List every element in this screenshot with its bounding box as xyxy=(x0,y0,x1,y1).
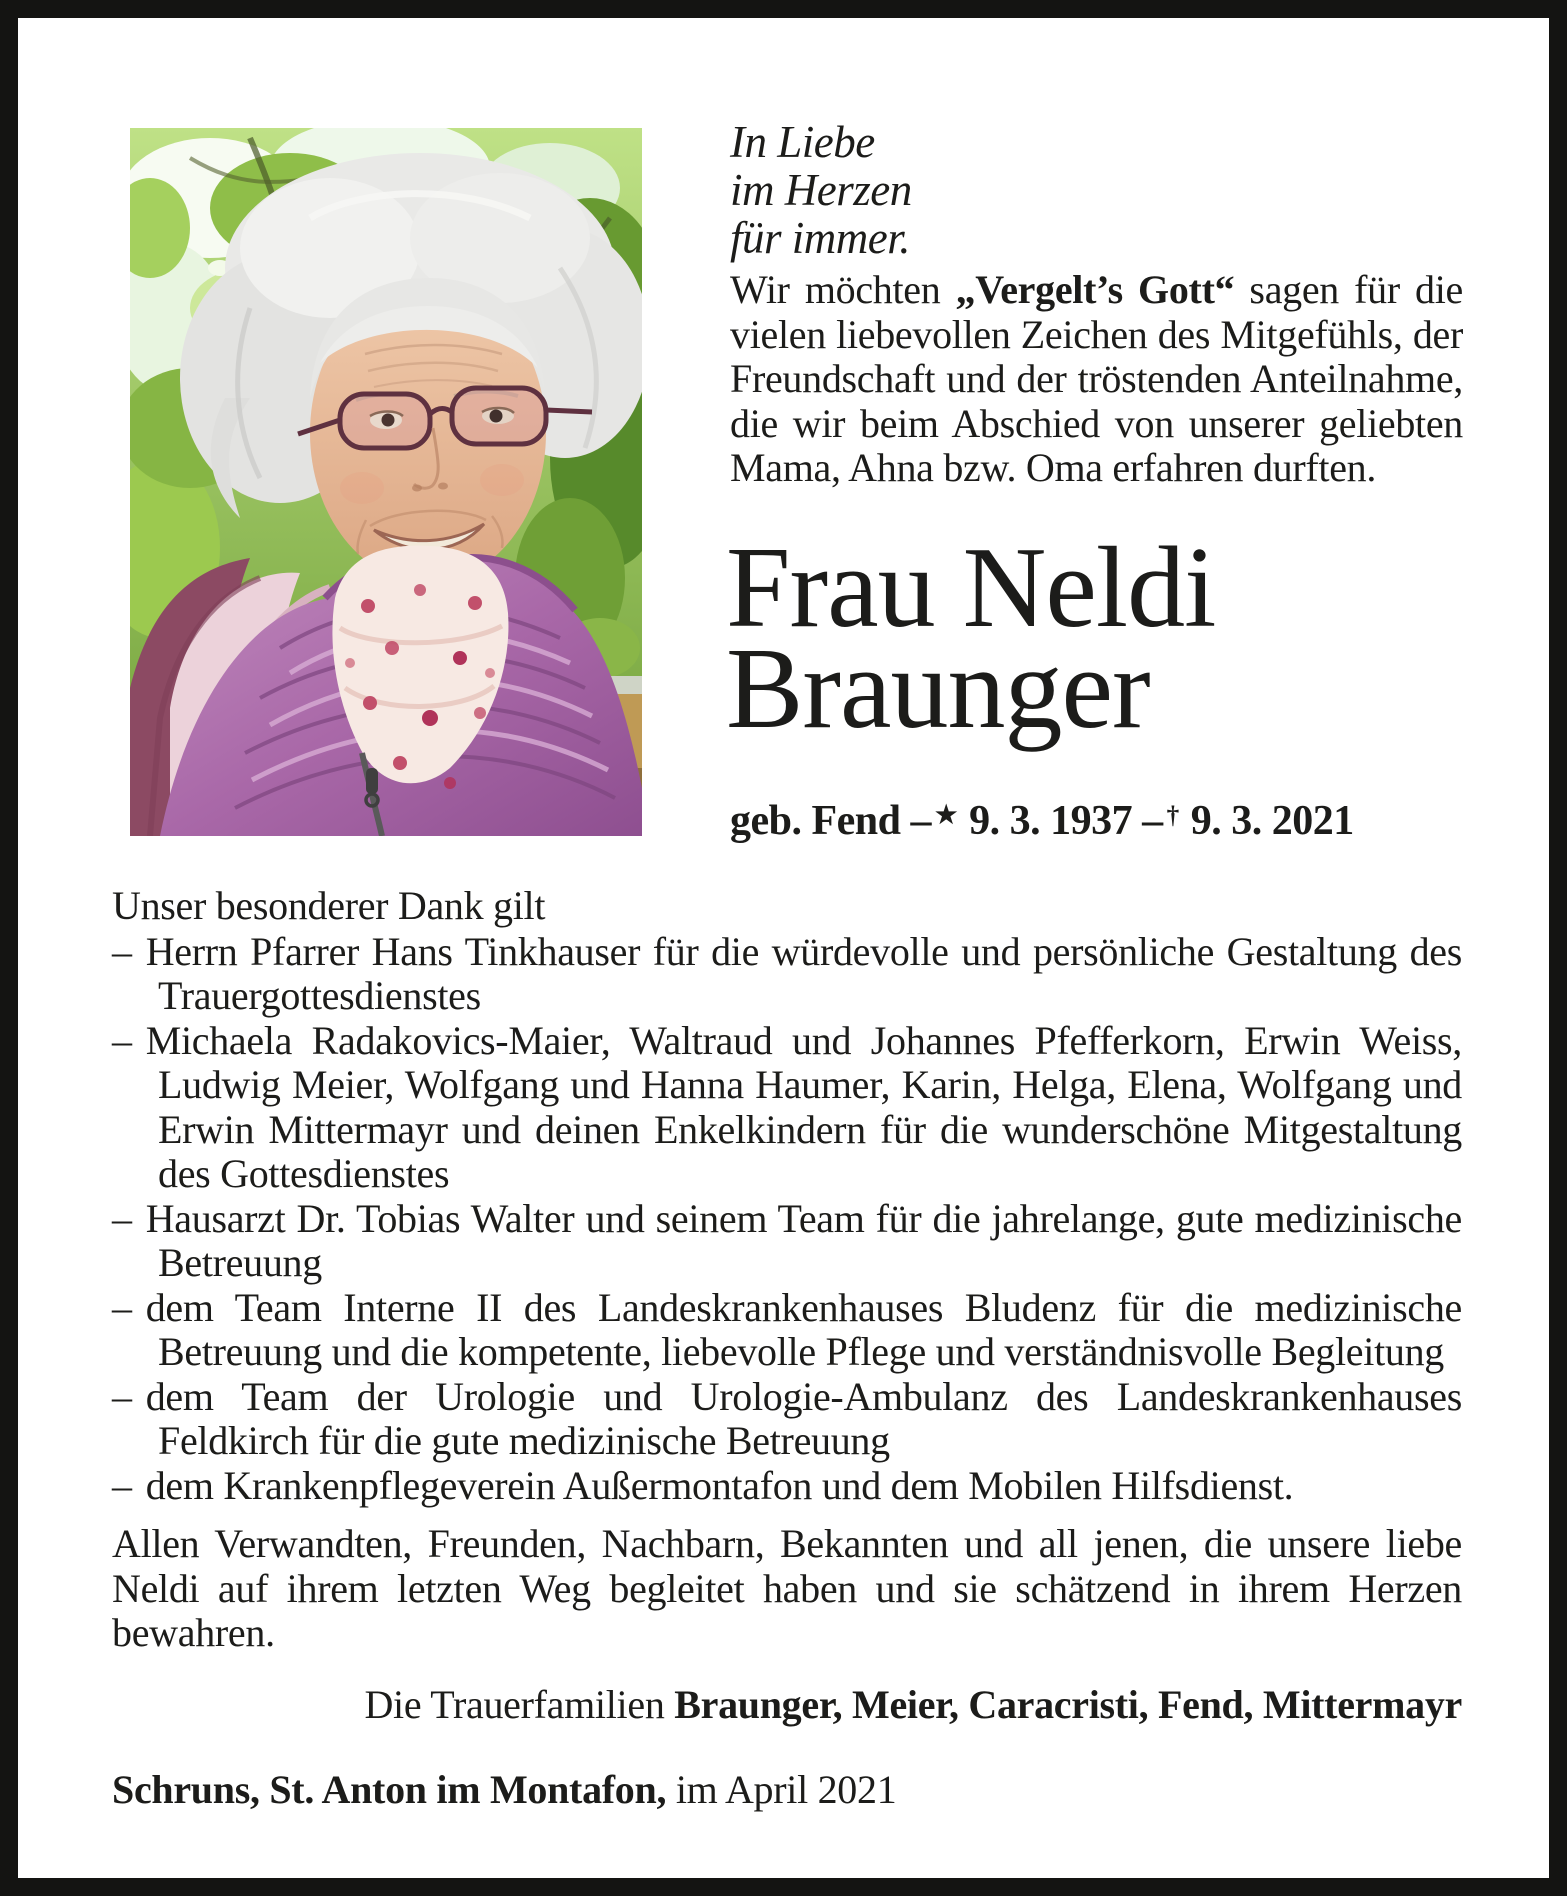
portrait-photo xyxy=(130,128,642,836)
birth-star-icon: ★ xyxy=(935,802,958,830)
death-cross-icon: † xyxy=(1166,802,1179,830)
deceased-name-line1: Frau Neldi xyxy=(726,524,1216,652)
thanks-item xyxy=(112,1019,1462,1197)
intro-paragraph xyxy=(730,268,1463,491)
deceased-name xyxy=(726,524,1216,753)
thanks-item-text: Michaela Radakovics-Maier, Waltraud und Johannes Pfefferkorn, Erwin Weiss, Ludwig Meier, Wolfgang und Hanna Haumer, Karin, Helga, Elena, Wolfgang und Erwin Mittermayr und deinen Enkelkindern für die wunderschöne Mitgestaltung des Gottesdienstes xyxy=(145,1017,1462,1196)
body-text xyxy=(112,884,1462,1813)
families-names: Braunger, Meier, Caracristi, Fend, Mittermayr xyxy=(674,1681,1462,1727)
thanks-item-text: dem Team Interne II des Landeskrankenhauses Bludenz für die medizinische Betreuung und die kompetente, liebevolle Pflege und verständnisvolle Begleitung xyxy=(145,1284,1462,1374)
life-dates xyxy=(730,797,1354,845)
mourning-families-line xyxy=(112,1683,1462,1728)
dash-marker: – xyxy=(112,1373,132,1419)
epigraph-line: im Herzen xyxy=(730,165,912,215)
epigraph xyxy=(730,118,912,262)
maiden-name: geb. Fend – xyxy=(730,798,932,844)
families-prefix: Die Trauerfamilien xyxy=(364,1681,675,1727)
thanks-item-text: dem Team der Urologie und Urologie-Ambulanz des Landeskrankenhauses Feldkirch für die gute medizinische Betreuung xyxy=(145,1373,1462,1463)
intro-highlight: „Vergelt’s Gott“ xyxy=(955,267,1235,312)
thanks-item-text: Herrn Pfarrer Hans Tinkhauser für die würdevolle und persönliche Gestaltung des Trauergottesdienstes xyxy=(145,928,1462,1018)
notice-date: im April 2021 xyxy=(666,1767,897,1812)
thanks-item xyxy=(112,1286,1462,1375)
dash-marker: – xyxy=(112,928,132,974)
deceased-name-line2: Braunger xyxy=(726,625,1150,753)
thanks-intro: Unser besonderer Dank gilt xyxy=(112,883,546,928)
thanks-item-text: Hausarzt Dr. Tobias Walter und seinem Team für die jahrelange, gute medizinische Betreuung xyxy=(145,1195,1462,1285)
dash-marker: – xyxy=(112,1195,132,1241)
place-date-line xyxy=(112,1768,1462,1813)
dash-marker: – xyxy=(112,1017,132,1063)
places: Schruns, St. Anton im Montafon, xyxy=(112,1767,667,1812)
death-date: 9. 3. 2021 xyxy=(1190,798,1354,844)
thanks-item xyxy=(112,1464,1462,1509)
thanks-item-text: dem Krankenpflegeverein Außermontafon und dem Mobilen Hilfsdienst. xyxy=(145,1462,1294,1508)
epigraph-line: für immer. xyxy=(730,213,911,263)
dash-marker: – xyxy=(112,1284,132,1330)
thanks-item xyxy=(112,1197,1462,1286)
birth-date: 9. 3. 1937 – xyxy=(969,798,1163,844)
portrait-photo-illustration xyxy=(130,128,642,836)
dash-marker: – xyxy=(112,1462,132,1508)
intro-post: sagen für die vielen liebevollen Zeichen des Mitgefühls, der Freundschaft und der tröstenden Anteilnahme, die wir beim Abschied von unserer geliebten Mama, Ahna bzw. Oma erfahren durften. xyxy=(730,267,1463,490)
thanks-item xyxy=(112,930,1462,1019)
epigraph-line: In Liebe xyxy=(730,117,875,167)
thanks-item xyxy=(112,1375,1462,1464)
thanks-list xyxy=(112,930,1462,1509)
closing-paragraph: Allen Verwandten, Freunden, Nachbarn, Bekannten und all jenen, die unsere liebe Neldi auf ihrem letzten Weg begleitet haben und sie schätzend in ihrem Herzen bewahren. xyxy=(112,1521,1462,1655)
intro-pre: Wir möchten xyxy=(730,267,956,312)
